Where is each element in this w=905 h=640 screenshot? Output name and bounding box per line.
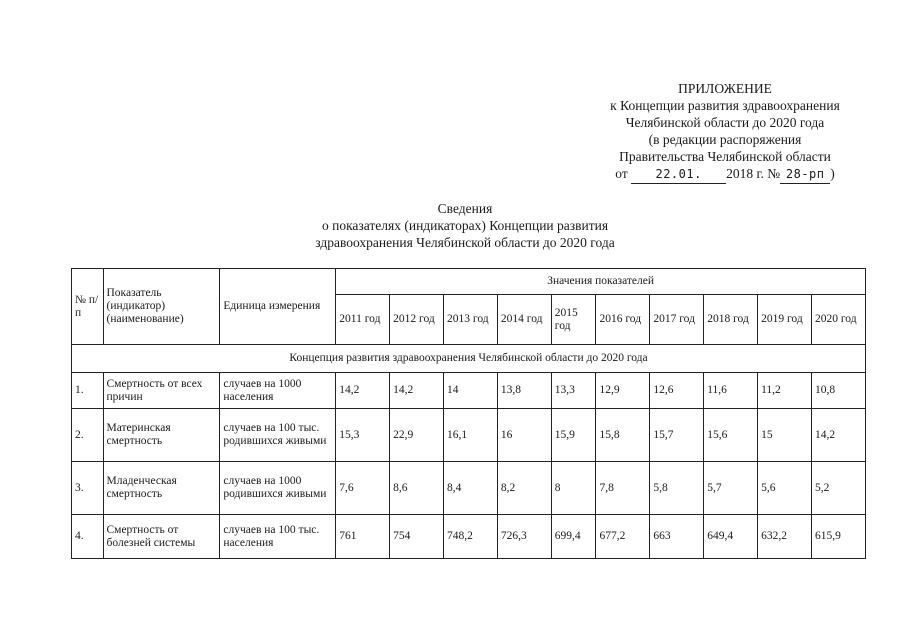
appendix-line: Челябинской области до 2020 года bbox=[625, 115, 825, 130]
indicators-table bbox=[71, 268, 866, 559]
year-header: 2018 год bbox=[704, 295, 758, 345]
value-cell: 615,9 bbox=[811, 515, 865, 559]
value-cell: 14,2 bbox=[336, 373, 390, 409]
year-header: 2012 год bbox=[390, 295, 444, 345]
value-cell: 15,8 bbox=[596, 409, 650, 462]
year-header: 2017 год bbox=[650, 295, 704, 345]
value-cell: 7,6 bbox=[336, 462, 390, 515]
row-indicator: Смертность от болезней системы bbox=[103, 515, 220, 559]
value-cell: 15,6 bbox=[704, 409, 758, 462]
value-cell: 754 bbox=[390, 515, 444, 559]
document-title bbox=[250, 200, 680, 251]
value-cell: 7,8 bbox=[596, 462, 650, 515]
year-header: 2016 год bbox=[596, 295, 650, 345]
year-header: 2020 год bbox=[811, 295, 865, 345]
appendix-block bbox=[560, 80, 890, 184]
section-title: Концепция развития здравоохранения Челябинской области до 2020 года bbox=[72, 345, 866, 373]
value-cell: 12,6 bbox=[650, 373, 704, 409]
value-cell: 8 bbox=[551, 462, 596, 515]
header-unit: Единица измерения bbox=[220, 269, 336, 345]
table-row bbox=[72, 462, 866, 515]
row-unit: случаев на 1000 родившихся живыми bbox=[220, 462, 336, 515]
value-cell: 8,4 bbox=[444, 462, 498, 515]
value-cell: 14,2 bbox=[390, 373, 444, 409]
row-num: 2. bbox=[72, 409, 104, 462]
value-cell: 649,4 bbox=[704, 515, 758, 559]
value-cell: 12,9 bbox=[596, 373, 650, 409]
handwritten-date: 22.01. bbox=[631, 166, 726, 184]
appendix-line: (в редакции распоряжения bbox=[648, 132, 802, 147]
value-cell: 15 bbox=[758, 409, 812, 462]
value-cell: 11,2 bbox=[758, 373, 812, 409]
row-unit: случаев на 100 тыс. населения bbox=[220, 515, 336, 559]
value-cell: 14 bbox=[444, 373, 498, 409]
value-cell: 14,2 bbox=[811, 409, 865, 462]
year-header: 2013 год bbox=[444, 295, 498, 345]
value-cell: 13,8 bbox=[497, 373, 551, 409]
row-indicator: Младенческая смертность bbox=[103, 462, 220, 515]
value-cell: 5,7 bbox=[704, 462, 758, 515]
from-label: от bbox=[615, 166, 628, 181]
value-cell: 5,2 bbox=[811, 462, 865, 515]
value-cell: 699,4 bbox=[551, 515, 596, 559]
year-header: 2015 год bbox=[551, 295, 596, 345]
row-unit: случаев на 100 тыс. родившихся живыми bbox=[220, 409, 336, 462]
value-cell: 632,2 bbox=[758, 515, 812, 559]
value-cell: 761 bbox=[336, 515, 390, 559]
table-row bbox=[72, 515, 866, 559]
value-cell: 11,6 bbox=[704, 373, 758, 409]
row-num: 3. bbox=[72, 462, 104, 515]
appendix-heading: ПРИЛОЖЕНИЕ bbox=[678, 81, 772, 96]
value-cell: 16,1 bbox=[444, 409, 498, 462]
value-cell: 677,2 bbox=[596, 515, 650, 559]
value-cell: 8,2 bbox=[497, 462, 551, 515]
handwritten-number: 28-рп bbox=[780, 166, 830, 184]
appendix-line: Правительства Челябинской области bbox=[619, 149, 831, 164]
close-paren: ) bbox=[830, 166, 835, 181]
appendix-line: к Концепции развития здравоохранения bbox=[610, 98, 840, 113]
header-values: Значения показателей bbox=[336, 269, 866, 295]
value-cell: 15,3 bbox=[336, 409, 390, 462]
header-num: № п/п bbox=[72, 269, 104, 345]
value-cell: 5,8 bbox=[650, 462, 704, 515]
row-unit: случаев на 1000 населения bbox=[220, 373, 336, 409]
table-row bbox=[72, 373, 866, 409]
value-cell: 10,8 bbox=[811, 373, 865, 409]
title-line: здравоохранения Челябинской области до 2020 года bbox=[315, 235, 615, 250]
row-indicator: Материнская смертность bbox=[103, 409, 220, 462]
title-line: Сведения bbox=[437, 201, 493, 216]
value-cell: 15,9 bbox=[551, 409, 596, 462]
row-num: 4. bbox=[72, 515, 104, 559]
title-line: о показателях (индикаторах) Концепции развития bbox=[321, 218, 609, 233]
table-row bbox=[72, 409, 866, 462]
value-cell: 22,9 bbox=[390, 409, 444, 462]
appendix-date-line bbox=[560, 165, 890, 184]
value-cell: 663 bbox=[650, 515, 704, 559]
value-cell: 748,2 bbox=[444, 515, 498, 559]
value-cell: 16 bbox=[497, 409, 551, 462]
value-cell: 15,7 bbox=[650, 409, 704, 462]
value-cell: 5,6 bbox=[758, 462, 812, 515]
value-cell: 8,6 bbox=[390, 462, 444, 515]
year-header: 2014 год bbox=[497, 295, 551, 345]
value-cell: 13,3 bbox=[551, 373, 596, 409]
year-number-label: 2018 г. № bbox=[726, 166, 781, 181]
value-cell: 726,3 bbox=[497, 515, 551, 559]
year-header: 2011 год bbox=[336, 295, 390, 345]
header-indicator: Показатель (индикатор) (наименование) bbox=[103, 269, 220, 345]
year-header: 2019 год bbox=[758, 295, 812, 345]
row-indicator: Смертность от всех причин bbox=[103, 373, 220, 409]
row-num: 1. bbox=[72, 373, 104, 409]
